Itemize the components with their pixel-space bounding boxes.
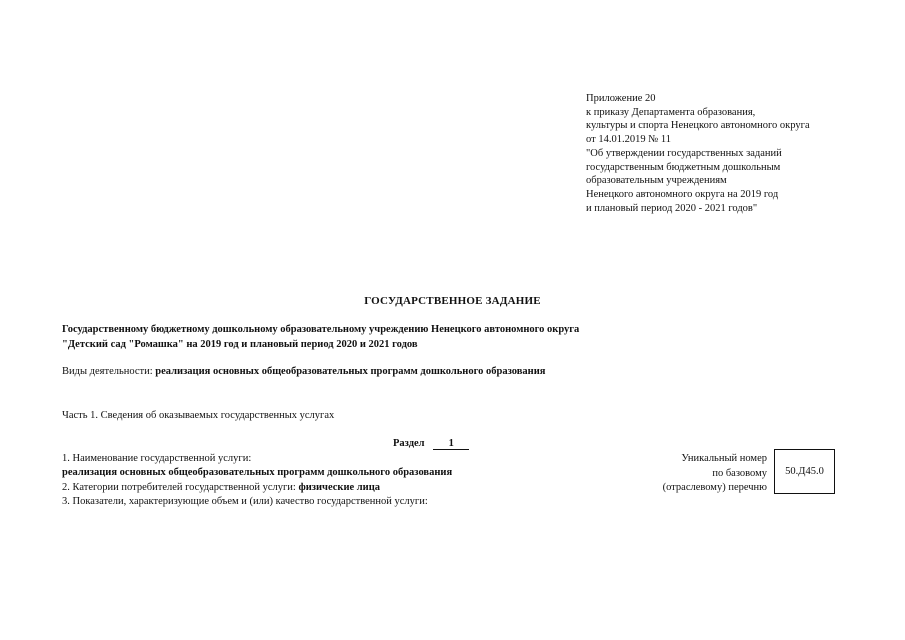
consumers-value: физические лица bbox=[298, 481, 381, 493]
service-details bbox=[62, 452, 622, 510]
part-heading: Часть 1. Сведения об оказываемых государственных услугах bbox=[62, 410, 335, 421]
unique-number-label bbox=[620, 452, 767, 496]
addressee-line: Государственному бюджетному дошкольному образовательному учреждению Ненецкого автономного округа bbox=[62, 324, 580, 335]
activity-label: Виды деятельности: bbox=[62, 366, 153, 377]
section-label: Раздел bbox=[393, 438, 425, 449]
appendix-line: Ненецкого автономного округа на 2019 год bbox=[586, 188, 779, 200]
section-number: 1 bbox=[433, 438, 469, 450]
appendix-line: от 14.01.2019 № 11 bbox=[586, 134, 671, 146]
addressee-line: "Детский сад "Ромашка" на 2019 год и плановый период 2020 и 2021 годов bbox=[62, 338, 418, 350]
activity-value: реализация основных общеобразовательных программ дошкольного образования bbox=[155, 366, 546, 377]
service-name-label: 1. Наименование государственной услуги: bbox=[62, 453, 252, 464]
consumers-label: 2. Категории потребителей государственной услуги: bbox=[62, 481, 296, 493]
appendix-line: Приложение 20 bbox=[586, 93, 656, 104]
document-title: ГОСУДАРСТВЕННОЕ ЗАДАНИЕ bbox=[364, 295, 541, 307]
appendix-line: образовательным учреждениям bbox=[586, 175, 727, 187]
appendix-note bbox=[586, 92, 886, 215]
unique-number-label-line: по базовому bbox=[712, 467, 767, 479]
unique-number-label-line: Уникальный номер bbox=[681, 453, 767, 464]
unique-number-box bbox=[774, 449, 835, 494]
activity-line bbox=[62, 366, 545, 377]
service-name-value: реализация основных общеобразовательных программ дошкольного образования bbox=[62, 467, 453, 479]
indicators-label: 3. Показатели, характеризующие объем и (или) качество государственной услуги: bbox=[62, 496, 428, 508]
appendix-line: государственным бюджетным дошкольным bbox=[586, 161, 781, 173]
addressee-block bbox=[62, 323, 762, 352]
section-heading bbox=[393, 438, 469, 450]
appendix-line: "Об утверждении государственных заданий bbox=[586, 147, 782, 159]
appendix-line: и плановый период 2020 - 2021 годов" bbox=[586, 202, 758, 214]
consumers-line bbox=[62, 481, 622, 495]
unique-number-code: 50.Д45.0 bbox=[785, 466, 824, 477]
unique-number-label-line: (отраслевому) перечню bbox=[662, 482, 767, 494]
appendix-line: культуры и спорта Ненецкого автономного округа bbox=[586, 120, 810, 132]
appendix-line: к приказу Департамента образования, bbox=[586, 106, 756, 118]
